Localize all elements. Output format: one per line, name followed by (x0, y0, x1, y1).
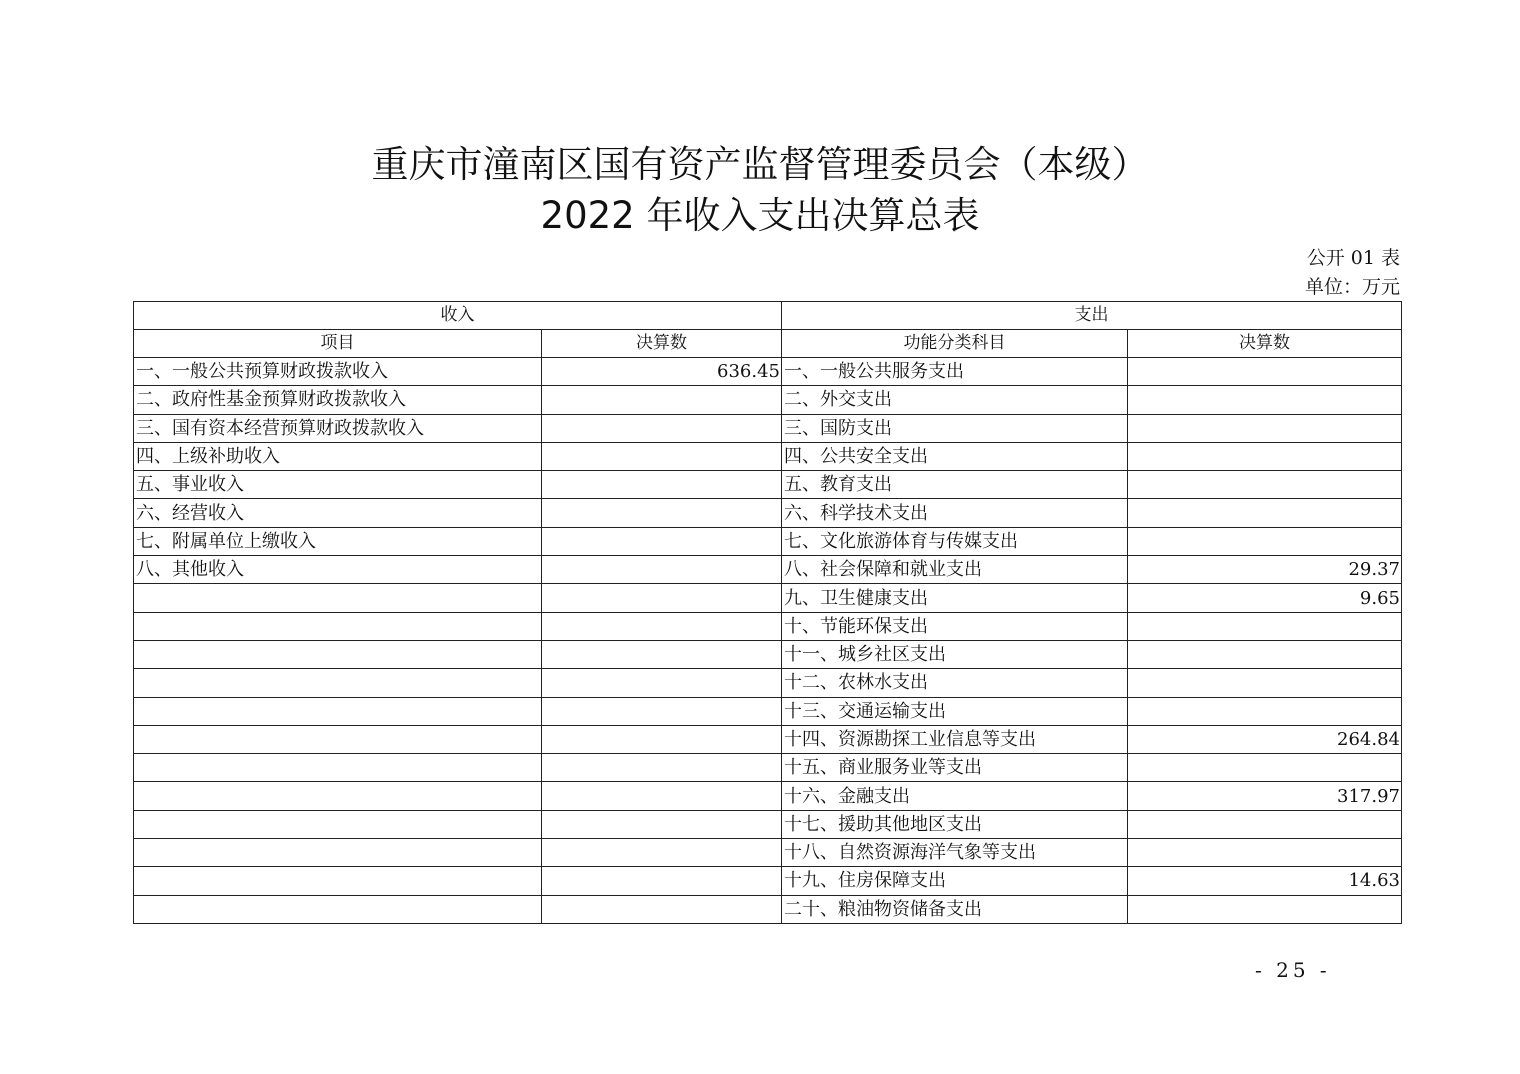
income-amount-cell (542, 895, 782, 923)
income-amount-cell (542, 669, 782, 697)
income-item-cell: 八、其他收入 (134, 556, 542, 584)
table-body (134, 358, 1402, 924)
expense-amount-cell (1128, 640, 1402, 668)
expense-item-cell: 十四、资源勘探工业信息等支出 (782, 725, 1128, 753)
table-row (134, 527, 1402, 555)
income-amount-cell (542, 414, 782, 442)
expense-amount-cell (1128, 612, 1402, 640)
income-amount-cell (542, 640, 782, 668)
table-row (134, 386, 1402, 414)
expense-amount-cell: 14.63 (1128, 867, 1402, 895)
expense-item-cell: 二、外交支出 (782, 386, 1128, 414)
income-amount-column-header: 决算数 (542, 330, 782, 358)
expense-item-cell: 三、国防支出 (782, 414, 1128, 442)
income-item-cell: 三、国有资本经营预算财政拨款收入 (134, 414, 542, 442)
income-item-cell: 七、附属单位上缴收入 (134, 527, 542, 555)
table-row (134, 697, 1402, 725)
expense-item-cell: 九、卫生健康支出 (782, 584, 1128, 612)
page-number: - 25 - (1255, 958, 1331, 982)
table-row (134, 499, 1402, 527)
budget-summary-table (133, 301, 1402, 924)
table-row (134, 358, 1402, 386)
income-item-cell (134, 697, 542, 725)
expense-amount-cell: 9.65 (1128, 584, 1402, 612)
income-item-cell (134, 782, 542, 810)
income-item-cell (134, 867, 542, 895)
table-code: 公开 01 表 (1306, 247, 1400, 269)
expense-amount-cell (1128, 754, 1402, 782)
expense-item-cell: 十、节能环保支出 (782, 612, 1128, 640)
income-item-cell: 五、事业收入 (134, 471, 542, 499)
expense-amount-column-header: 决算数 (1128, 330, 1402, 358)
expense-item-cell: 十五、商业服务业等支出 (782, 754, 1128, 782)
income-amount-cell (542, 612, 782, 640)
income-amount-cell (542, 442, 782, 470)
income-item-cell (134, 612, 542, 640)
table-row (134, 669, 1402, 697)
income-amount-cell (542, 867, 782, 895)
income-amount-cell (542, 386, 782, 414)
income-item-cell (134, 839, 542, 867)
expense-amount-cell (1128, 697, 1402, 725)
expense-amount-cell (1128, 810, 1402, 838)
expense-amount-cell: 317.97 (1128, 782, 1402, 810)
section-header-row (134, 302, 1402, 330)
expense-item-cell: 十六、金融支出 (782, 782, 1128, 810)
income-amount-cell (542, 527, 782, 555)
unit-label: 单位：万元 (1304, 276, 1400, 298)
expense-amount-cell (1128, 386, 1402, 414)
income-amount-cell (542, 556, 782, 584)
expense-amount-cell (1128, 499, 1402, 527)
income-amount-cell (542, 725, 782, 753)
expense-item-cell: 五、教育支出 (782, 471, 1128, 499)
expense-amount-cell: 29.37 (1128, 556, 1402, 584)
expense-amount-cell (1128, 527, 1402, 555)
table-row (134, 442, 1402, 470)
document-title: 重庆市潼南区国有资产监督管理委员会（本级） (371, 143, 1149, 186)
income-amount-cell (542, 754, 782, 782)
expense-amount-cell: 264.84 (1128, 725, 1402, 753)
expense-amount-cell (1128, 839, 1402, 867)
income-amount-cell (542, 839, 782, 867)
expense-section-header: 支出 (782, 302, 1402, 330)
expense-item-cell: 六、科学技术支出 (782, 499, 1128, 527)
item-column-header: 项目 (134, 330, 542, 358)
table-row (134, 414, 1402, 442)
table-row (134, 612, 1402, 640)
document-subtitle: 2022 年收入支出决算总表 (540, 194, 980, 237)
income-amount-cell (542, 584, 782, 612)
expense-item-cell: 十一、城乡社区支出 (782, 640, 1128, 668)
expense-item-cell: 十八、自然资源海洋气象等支出 (782, 839, 1128, 867)
expense-amount-cell (1128, 442, 1402, 470)
table-row (134, 725, 1402, 753)
income-item-cell: 一、一般公共预算财政拨款收入 (134, 358, 542, 386)
expense-amount-cell (1128, 358, 1402, 386)
table-row (134, 810, 1402, 838)
income-section-header: 收入 (134, 302, 782, 330)
expense-amount-cell (1128, 895, 1402, 923)
expense-item-cell: 十三、交通运输支出 (782, 697, 1128, 725)
table-row (134, 782, 1402, 810)
column-header-row (134, 330, 1402, 358)
income-amount-cell (542, 810, 782, 838)
table-row (134, 754, 1402, 782)
income-item-cell (134, 895, 542, 923)
income-item-cell (134, 810, 542, 838)
expense-item-cell: 七、文化旅游体育与传媒支出 (782, 527, 1128, 555)
expense-item-cell: 四、公共安全支出 (782, 442, 1128, 470)
expense-item-cell: 八、社会保障和就业支出 (782, 556, 1128, 584)
income-amount-cell (542, 782, 782, 810)
income-amount-cell (542, 697, 782, 725)
function-category-column-header: 功能分类科目 (782, 330, 1128, 358)
income-amount-cell (542, 499, 782, 527)
income-item-cell: 四、上级补助收入 (134, 442, 542, 470)
income-item-cell (134, 584, 542, 612)
income-item-cell (134, 725, 542, 753)
income-amount-cell (542, 471, 782, 499)
table-row (134, 839, 1402, 867)
table-row (134, 895, 1402, 923)
income-item-cell: 六、经营收入 (134, 499, 542, 527)
income-amount-cell: 636.45 (542, 358, 782, 386)
table-row (134, 556, 1402, 584)
expense-amount-cell (1128, 414, 1402, 442)
table-row (134, 584, 1402, 612)
table-row (134, 867, 1402, 895)
expense-amount-cell (1128, 471, 1402, 499)
expense-amount-cell (1128, 669, 1402, 697)
income-item-cell: 二、政府性基金预算财政拨款收入 (134, 386, 542, 414)
table-row (134, 471, 1402, 499)
expense-item-cell: 十七、援助其他地区支出 (782, 810, 1128, 838)
income-item-cell (134, 754, 542, 782)
income-item-cell (134, 640, 542, 668)
income-item-cell (134, 669, 542, 697)
expense-item-cell: 二十、粮油物资储备支出 (782, 895, 1128, 923)
table-row (134, 640, 1402, 668)
expense-item-cell: 十九、住房保障支出 (782, 867, 1128, 895)
expense-item-cell: 一、一般公共服务支出 (782, 358, 1128, 386)
expense-item-cell: 十二、农林水支出 (782, 669, 1128, 697)
